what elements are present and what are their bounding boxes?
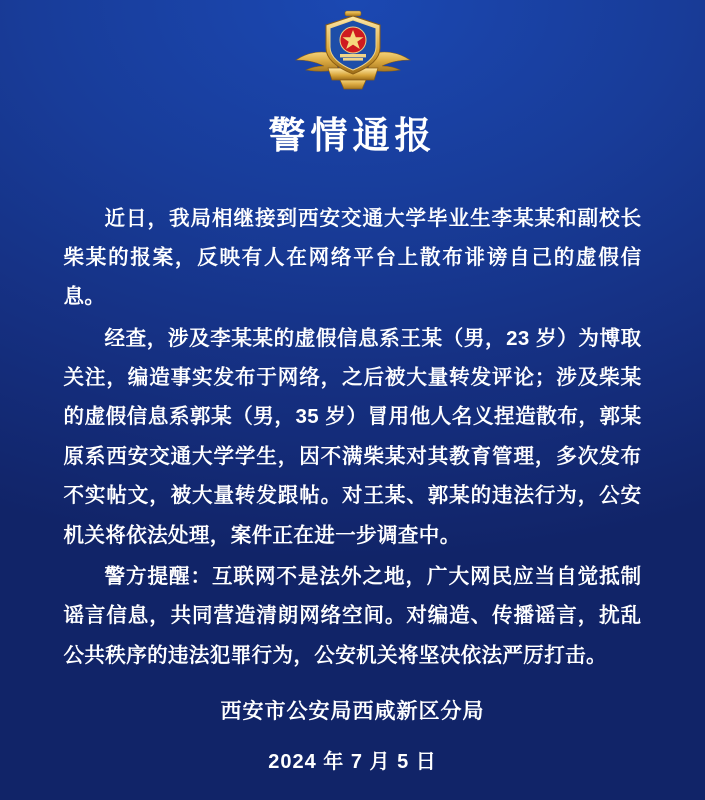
notice-paragraph: 经查，涉及李某某的虚假信息系王某（男，23 岁）为博取关注，编造事实发布于网络，之后被大量转发评论；涉及柴某的虚假信息系郭某（男，35 岁）冒用他人名义捏造散布，郭某原系西安交通大学学生，因不满柴某对其教育管理，多次发布不实帖文，被大量转发跟帖。对王某、郭某的违法行为，公安机关将依法处理，案件正在进一步调查中。 — [63, 326, 642, 547]
issuing-organization: 西安市公安局西咸新区分局 — [220, 700, 485, 723]
notice-paragraph: 警方提醒：互联网不是法外之地，广大网民应当自觉抵制谣言信息，共同营造清朗网络空间。对编造、传播谣言，扰乱公共秩序的违法犯罪行为，公安机关将坚决依法严厉打击。 — [63, 564, 642, 667]
notice-paragraph: 近日，我局相继接到西安交通大学毕业生李某某和副校长柴某的报案，反映有人在网络平台上散布诽谤自己的虚假信息。 — [63, 206, 642, 309]
police-badge-emblem — [288, 10, 418, 102]
signature-block — [0, 695, 705, 774]
notice-body — [64, 199, 642, 677]
issue-date: 2024 年 7 月 5 日 — [268, 751, 437, 773]
page-title: 警情通报 — [268, 115, 437, 156]
